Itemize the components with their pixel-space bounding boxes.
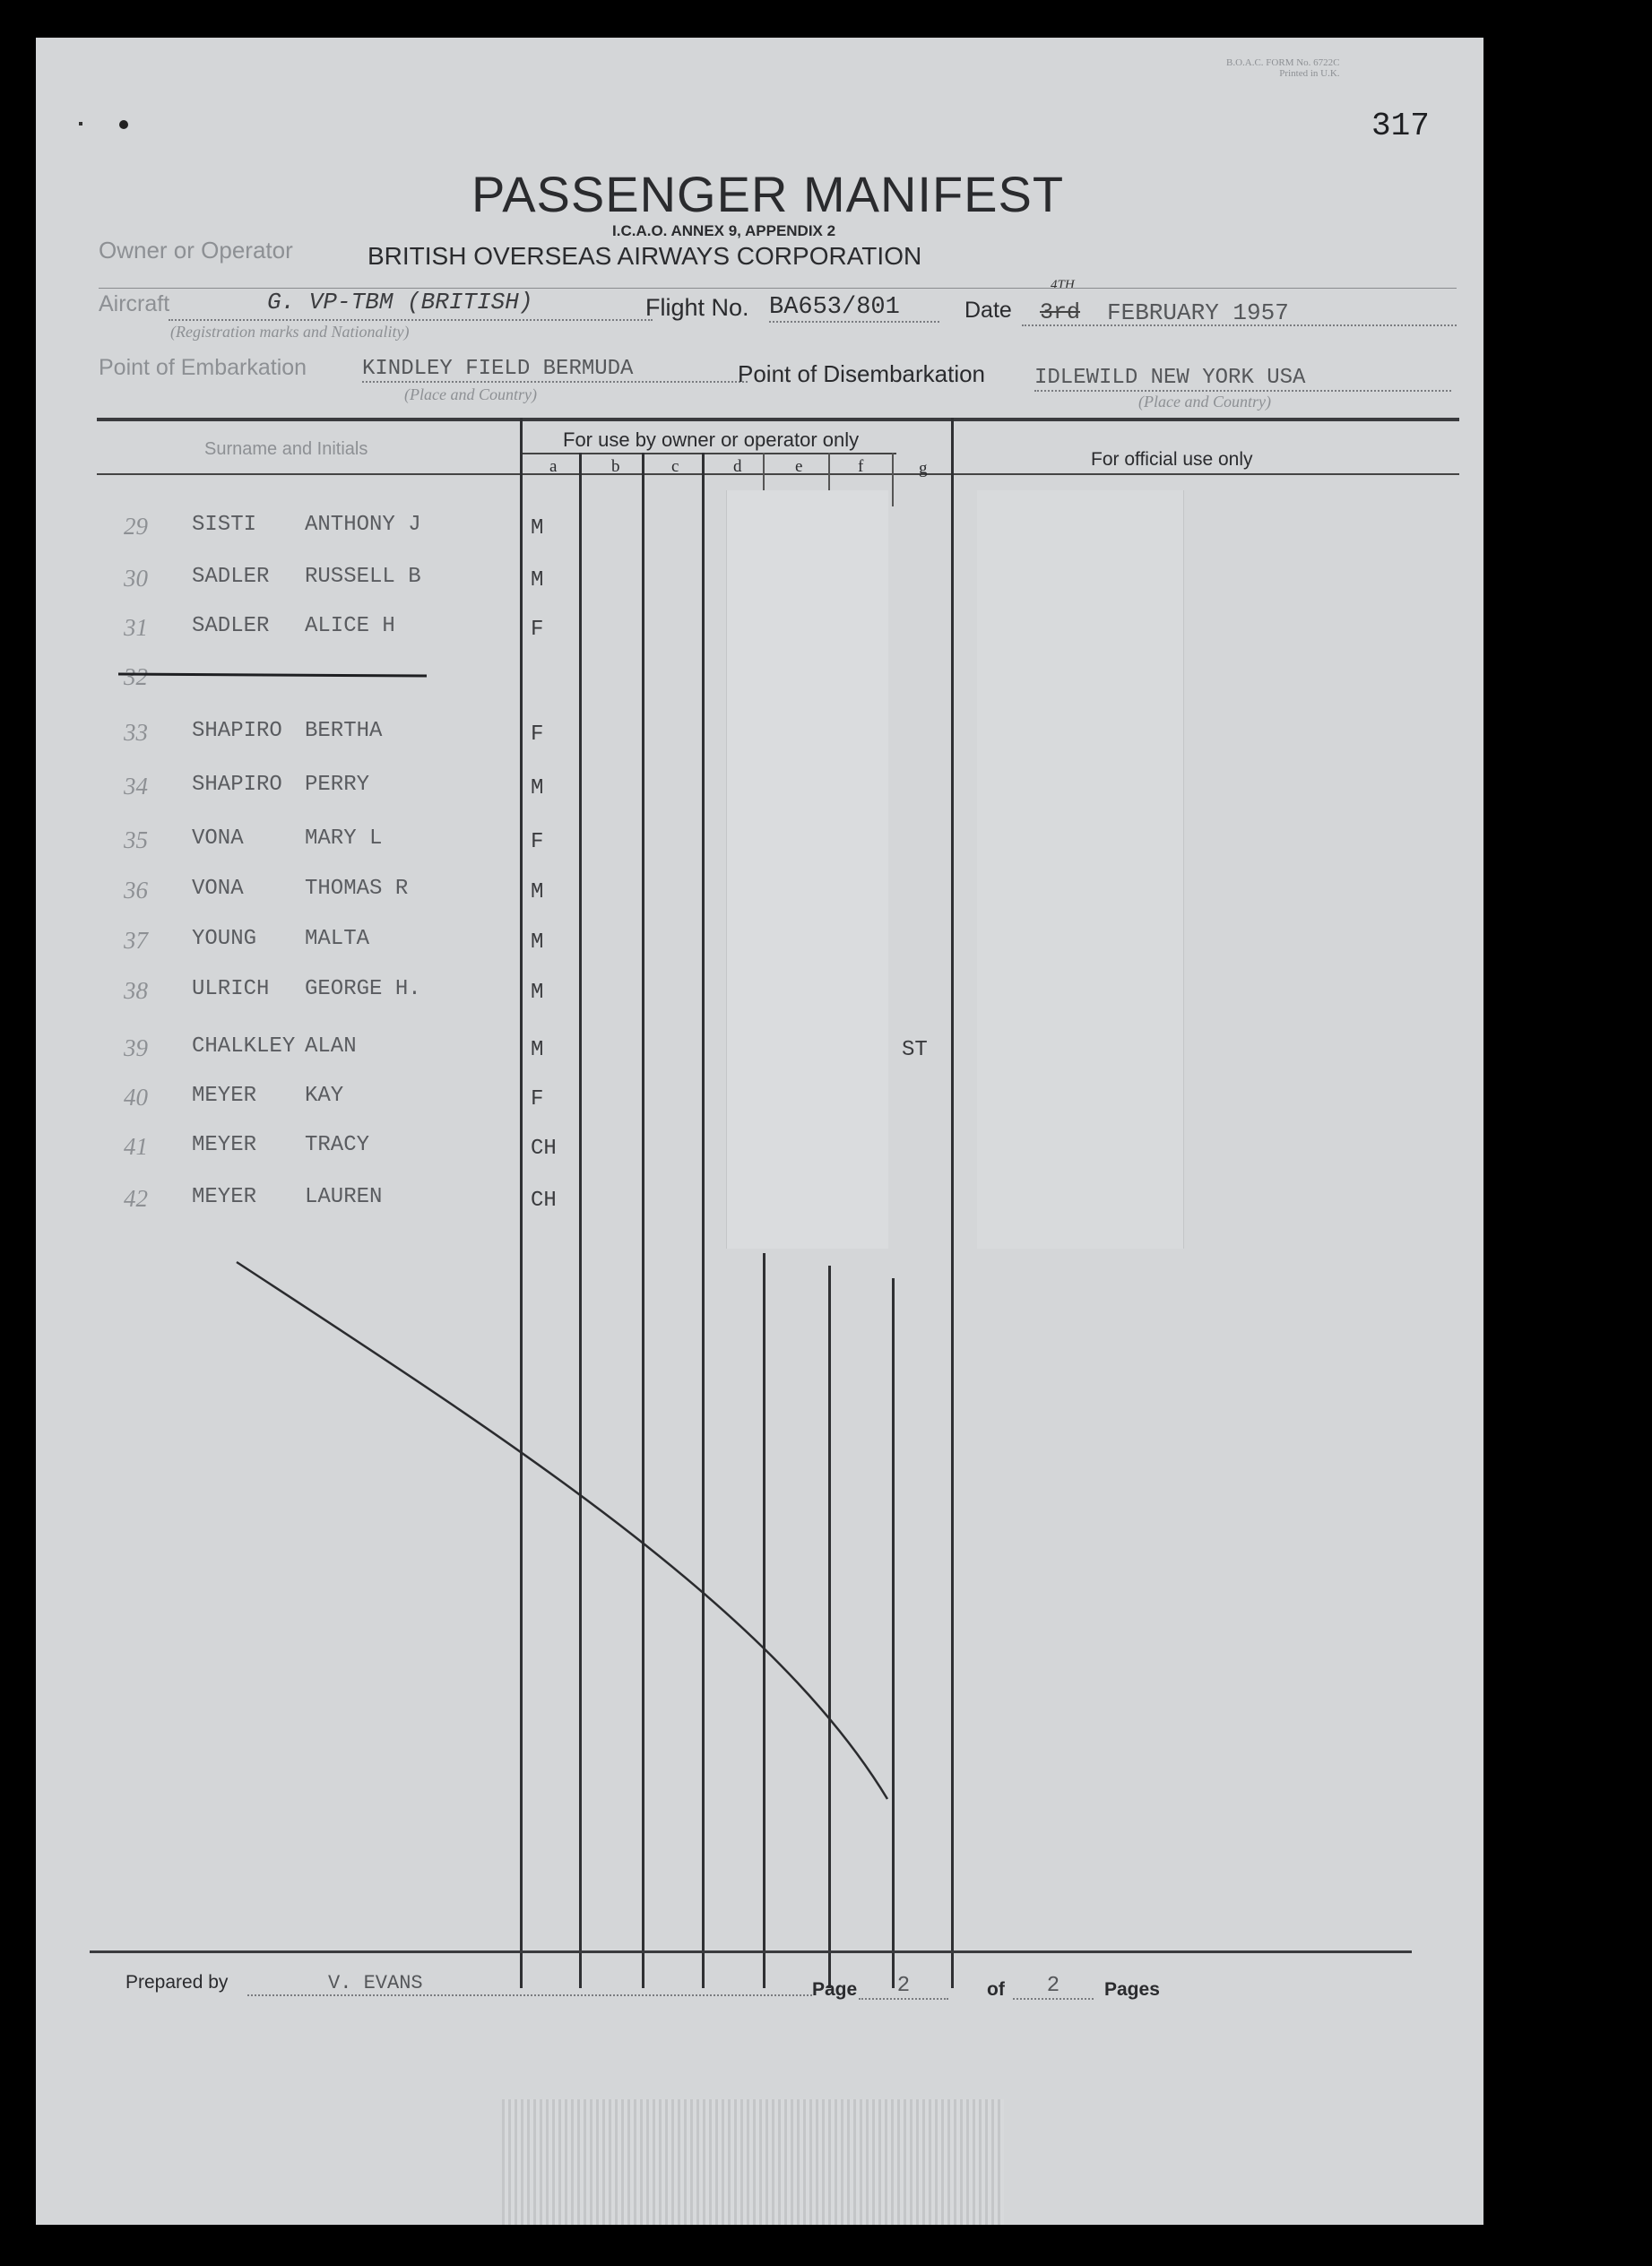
row-number: 34	[124, 773, 148, 800]
row-given-names: RUSSELL B	[305, 565, 421, 589]
row-surname: SADLER	[192, 614, 270, 638]
void-strike-line	[36, 38, 1483, 2225]
col-surname: Surname and Initials	[204, 439, 368, 459]
row-surname: MEYER	[192, 1133, 257, 1157]
row-col-a: CH	[531, 1137, 557, 1161]
row-given-names: PERRY	[305, 773, 370, 797]
page-number: 317	[1371, 108, 1430, 144]
row-col-a: M	[531, 880, 544, 904]
row-col-a: CH	[531, 1189, 557, 1213]
row-col-a: M	[531, 981, 544, 1005]
row-surname: SADLER	[192, 565, 270, 589]
row-col-a: F	[531, 722, 544, 747]
aircraft-sub: (Registration marks and Nationality)	[170, 323, 410, 341]
col-official: For official use only	[1091, 449, 1253, 470]
page-label: Page	[812, 1979, 858, 2000]
row-number: 37	[124, 927, 148, 954]
subcol-e: e	[795, 457, 803, 476]
date-struck: 3rd	[1040, 299, 1081, 325]
row-surname: SHAPIRO	[192, 773, 282, 797]
row-surname: SHAPIRO	[192, 719, 282, 743]
row-col-a: M	[531, 930, 544, 955]
row-col-a: M	[531, 1038, 544, 1062]
row-number: 36	[124, 877, 148, 904]
row-given-names: ALAN	[305, 1034, 357, 1059]
row-number: 31	[124, 614, 148, 641]
prepared-value: V. EVANS	[247, 1972, 812, 1996]
row-number: 40	[124, 1084, 148, 1111]
row-given-names: BERTHA	[305, 719, 383, 743]
row-number: 41	[124, 1133, 148, 1160]
row-col-a: F	[531, 618, 544, 642]
row-col-a: M	[531, 776, 544, 800]
of-value: 2	[1013, 1974, 1094, 2000]
row-given-names: MALTA	[305, 927, 370, 951]
flight-value: BA653/801	[769, 294, 939, 323]
footer-rule	[90, 1950, 1412, 1953]
subcol-c: c	[671, 457, 679, 476]
manifest-page	[36, 38, 1483, 2225]
row-col-a: F	[531, 1087, 544, 1111]
owner-value: BRITISH OVERSEAS AIRWAYS CORPORATION	[368, 242, 922, 270]
date-label: Date	[964, 298, 1012, 323]
date-correction: 4TH	[1051, 278, 1075, 292]
row-given-names: GEORGE H.	[305, 977, 421, 1001]
row-number: 30	[124, 565, 148, 592]
row-col-a: M	[531, 516, 544, 541]
form-printed: Printed in U.K.	[1279, 68, 1340, 79]
aircraft-value: G. VP-TBM (BRITISH)	[267, 289, 533, 316]
row-given-names: ANTHONY J	[305, 513, 421, 537]
subcol-d: d	[733, 457, 742, 476]
row-number: 29	[124, 513, 148, 540]
disembark-label: Point of Disembarkation	[738, 360, 986, 387]
form-code: B.O.A.C. FORM No. 6722C	[1226, 57, 1340, 68]
row-given-names: KAY	[305, 1084, 344, 1108]
row-given-names: MARY L	[305, 826, 383, 851]
subcol-f: f	[858, 457, 864, 476]
row-given-names: ALICE H	[305, 614, 395, 638]
page-subtitle: I.C.A.O. ANNEX 9, APPENDIX 2	[612, 222, 836, 239]
disembark-value: IDLEWILD NEW YORK USA	[1034, 366, 1451, 392]
row-given-names: LAUREN	[305, 1185, 383, 1209]
row-surname: CHALKLEY	[192, 1034, 296, 1059]
embark-value: KINDLEY FIELD BERMUDA	[362, 357, 748, 383]
aircraft-label: Aircraft	[99, 291, 170, 316]
date-value: FEBRUARY 1957	[1107, 299, 1289, 326]
row-number: 42	[124, 1185, 148, 1212]
col-owner-use: For use by owner or operator only	[563, 428, 860, 451]
row-surname: ULRICH	[192, 977, 270, 1001]
prepared-label: Prepared by	[125, 1972, 229, 1993]
subcol-b: b	[611, 457, 620, 476]
row-col-g: ST	[902, 1038, 928, 1062]
disembark-sub: (Place and Country)	[1138, 393, 1271, 411]
row-surname: VONA	[192, 826, 244, 851]
row-surname: VONA	[192, 877, 244, 901]
scan-noise	[502, 2099, 1004, 2225]
owner-label: Owner or Operator	[99, 237, 293, 264]
row-surname: MEYER	[192, 1084, 257, 1108]
row-surname: YOUNG	[192, 927, 257, 951]
page-value: 2	[859, 1974, 948, 2000]
row-number: 35	[124, 826, 148, 853]
row-surname: MEYER	[192, 1185, 257, 1209]
of-label: of	[987, 1979, 1005, 2000]
row-number: 33	[124, 719, 148, 746]
page-title: PASSENGER MANIFEST	[471, 166, 1065, 222]
row-number: 38	[124, 977, 148, 1004]
subcol-g: g	[919, 459, 928, 478]
subcol-a: a	[549, 457, 558, 476]
embark-label: Point of Embarkation	[99, 355, 307, 380]
row-surname: SISTI	[192, 513, 257, 537]
flight-label: Flight No.	[645, 294, 749, 321]
row-col-a: M	[531, 568, 544, 592]
row-given-names: TRACY	[305, 1133, 370, 1157]
row-number: 39	[124, 1034, 148, 1061]
row-col-a: F	[531, 830, 544, 854]
row-number: 32	[124, 663, 148, 690]
pages-label: Pages	[1104, 1979, 1160, 2000]
row-given-names: THOMAS R	[305, 877, 409, 901]
embark-sub: (Place and Country)	[404, 385, 537, 403]
